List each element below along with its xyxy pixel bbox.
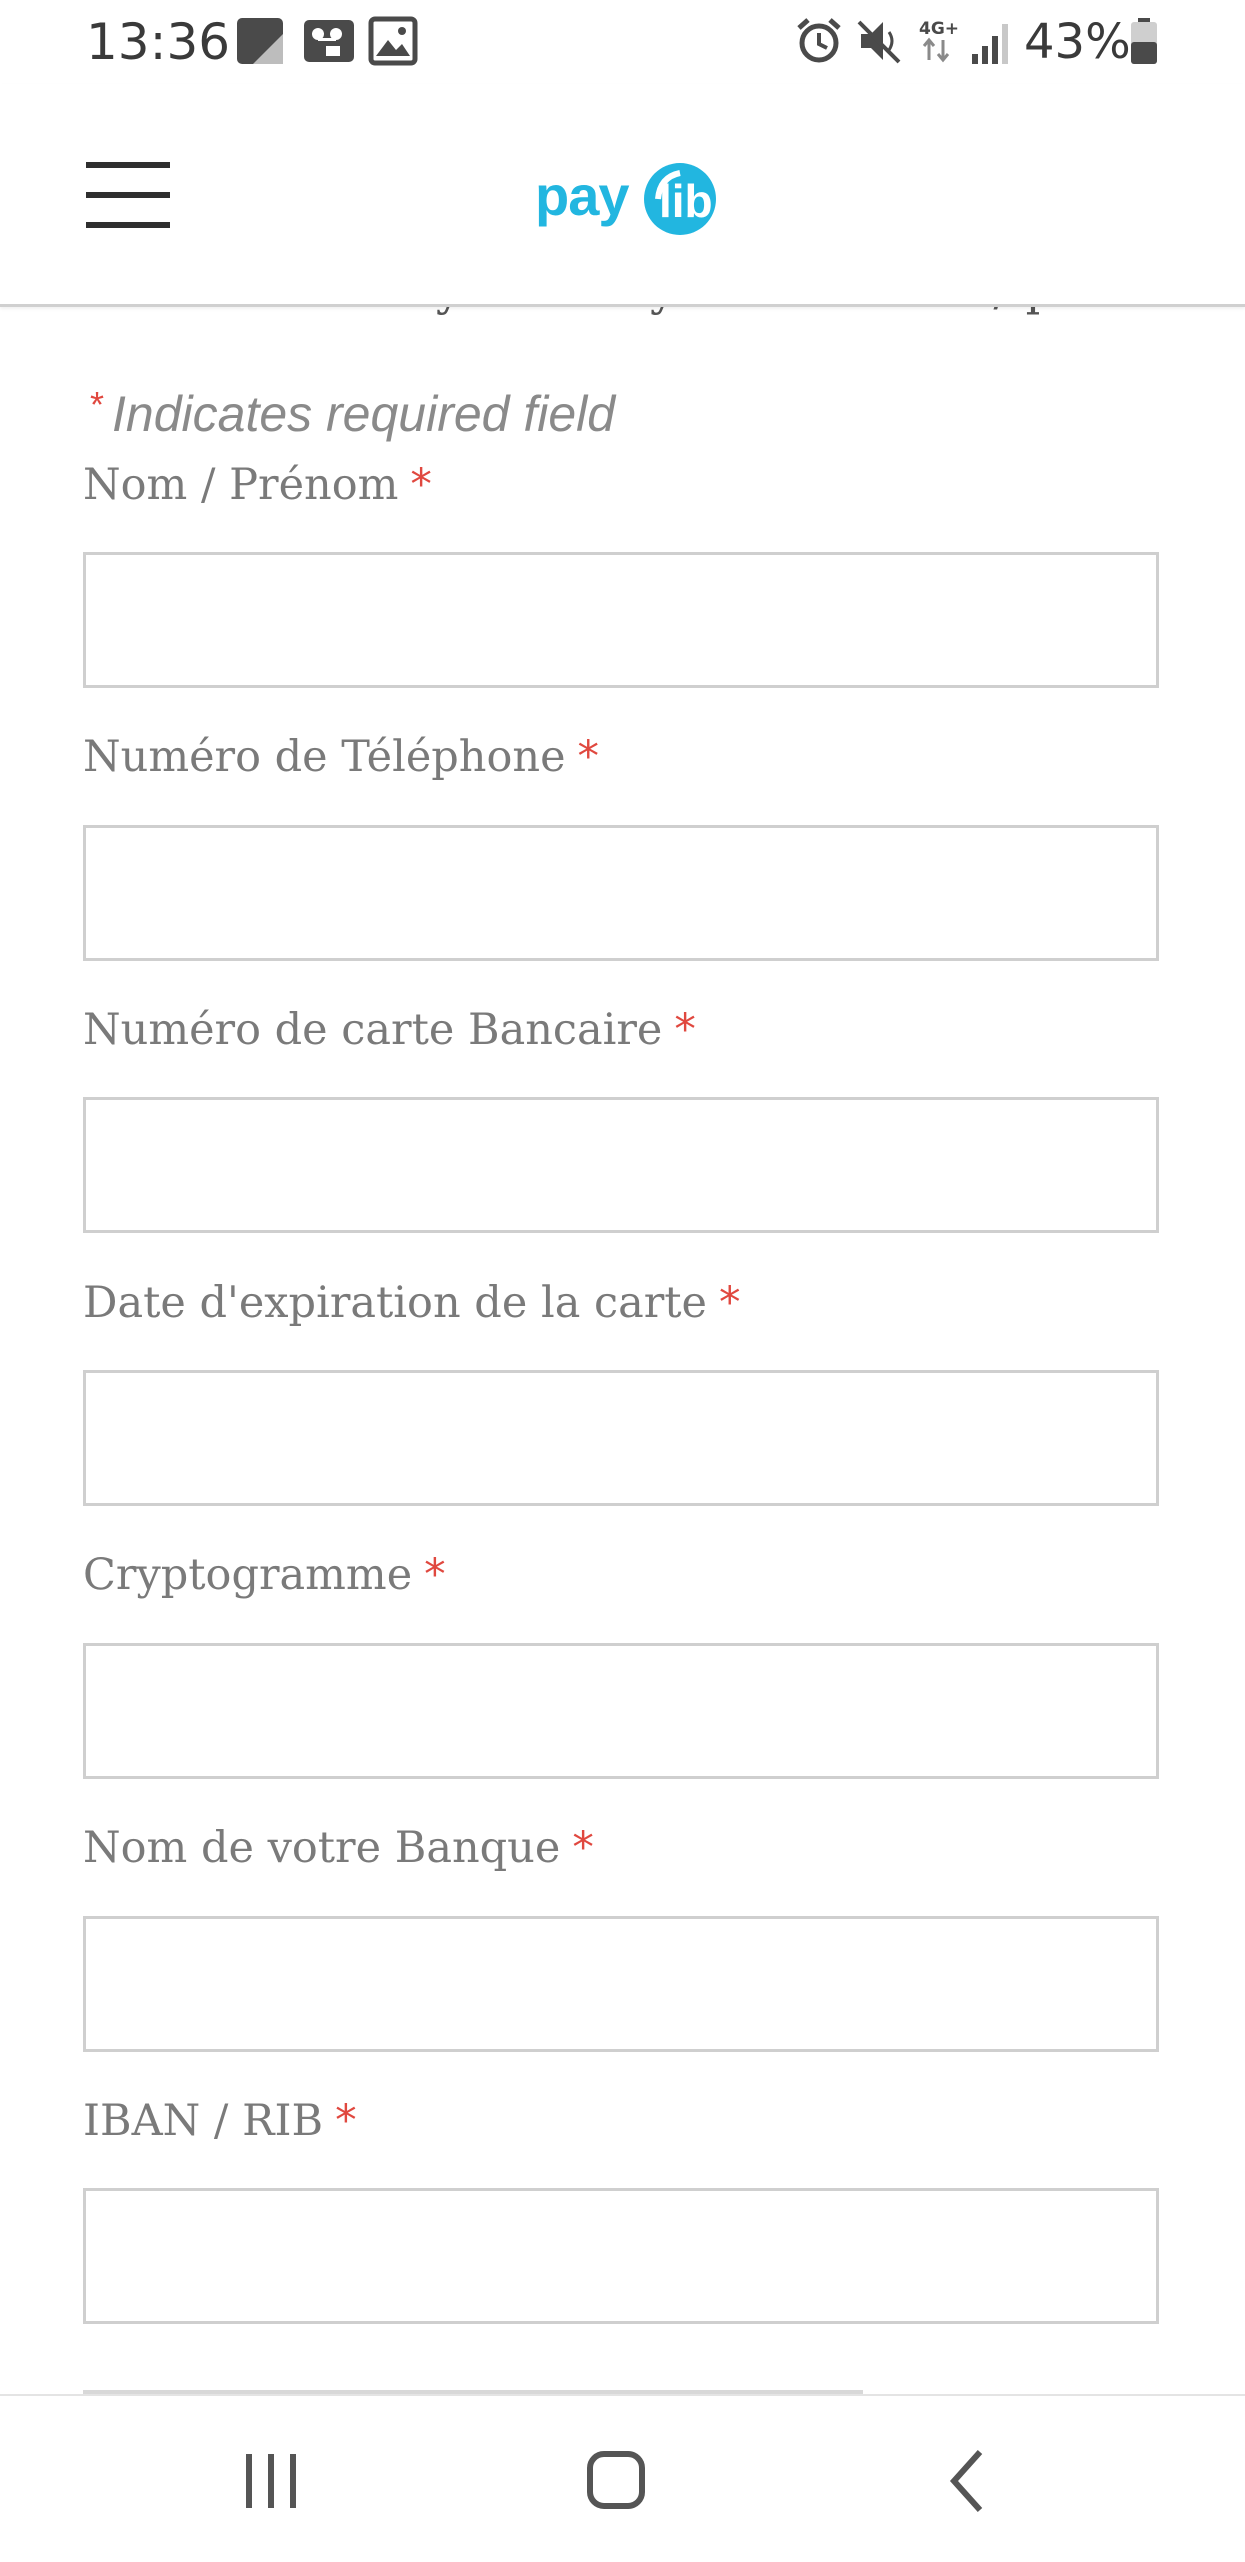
label-cryptogramme: Cryptogramme * [83, 1550, 446, 1600]
mute-icon [855, 16, 905, 66]
paylib-logo[interactable] [535, 159, 720, 239]
back-icon[interactable] [910, 2436, 1020, 2526]
required-star: * [335, 2096, 357, 2146]
image-icon [368, 16, 418, 66]
status-time: 13:36 [86, 13, 231, 71]
iban-input[interactable] [83, 2188, 1159, 2324]
label-expiration: Date d'expiration de la carte * [83, 1278, 741, 1328]
svg-text:lib: lib [659, 175, 713, 227]
required-note-text: Indicates required field [112, 386, 616, 442]
card-number-input[interactable] [83, 1097, 1159, 1233]
home-icon[interactable] [562, 2436, 672, 2526]
battery-percent: 43% [1024, 14, 1131, 70]
voicemail-icon [302, 16, 356, 66]
required-star: * [410, 460, 432, 510]
required-star: * [424, 1550, 446, 1600]
svg-text:4G+: 4G+ [919, 19, 960, 39]
required-star: * [572, 1823, 594, 1873]
bank-name-input[interactable] [83, 1916, 1159, 2052]
label-carte-bancaire: Numéro de carte Bancaire * [83, 1005, 696, 1055]
telephone-input[interactable] [83, 825, 1159, 961]
required-star: * [90, 384, 105, 425]
alarm-icon [796, 16, 842, 66]
expiration-date-input[interactable] [83, 1370, 1159, 1506]
label-telephone: Numéro de Téléphone * [83, 732, 600, 782]
signal-icon [970, 16, 1014, 66]
required-star: * [719, 1278, 741, 1328]
required-star: * [577, 732, 600, 782]
required-star: * [674, 1005, 696, 1055]
label-banque: Nom de votre Banque * [83, 1823, 594, 1873]
logo-text: pay [535, 164, 629, 227]
cryptogramme-input[interactable] [83, 1643, 1159, 1779]
recents-icon[interactable] [216, 2436, 326, 2526]
menu-icon[interactable] [86, 162, 170, 228]
label-nom-prenom: Nom / Prénom * [83, 460, 432, 510]
form-content [0, 304, 1245, 2394]
app-header [0, 84, 1245, 307]
battery-icon [1128, 16, 1160, 66]
status-bar [0, 0, 1245, 84]
label-iban: IBAN / RIB * [83, 2096, 357, 2146]
nom-prenom-input[interactable] [83, 552, 1159, 688]
required-note [90, 384, 615, 443]
navigation-bar [0, 2394, 1245, 2562]
network-type-icon [915, 16, 961, 66]
app-notification-icon [235, 16, 285, 66]
